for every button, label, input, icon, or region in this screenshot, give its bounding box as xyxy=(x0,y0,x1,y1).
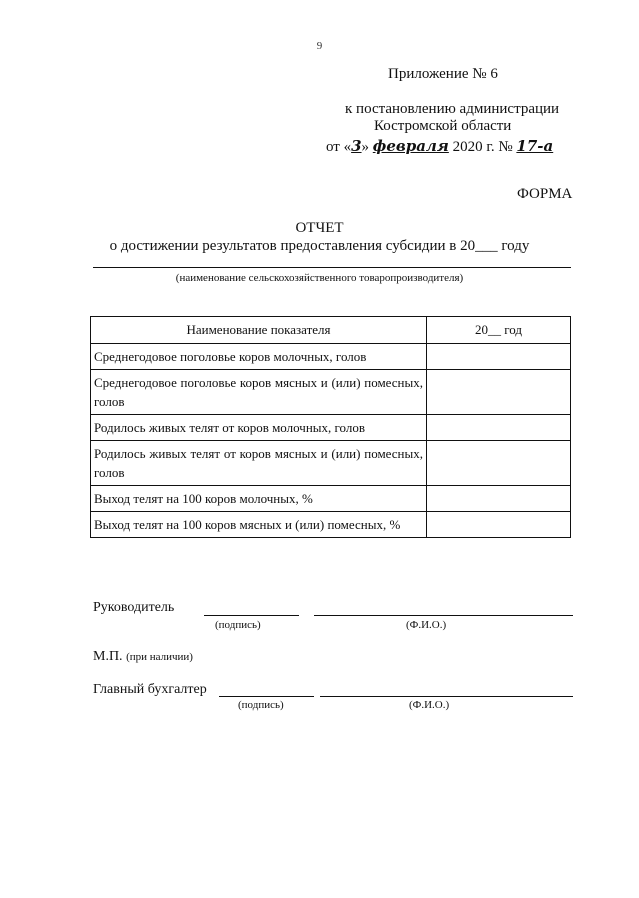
accountant-name-line xyxy=(320,696,573,697)
stamp-note: (при наличии) xyxy=(126,651,193,663)
header-indicator-name: Наименование показателя xyxy=(91,317,427,344)
resolution-line: к постановлению администрации xyxy=(345,101,560,117)
report-title: ОТЧЕТ xyxy=(295,220,344,236)
doc-number-handwritten: 17-а xyxy=(516,137,554,155)
row-value-cell xyxy=(427,344,571,370)
row-value-cell xyxy=(427,441,571,486)
table-row xyxy=(91,441,571,486)
header-year: 20__ год xyxy=(427,317,571,344)
date-mid-2: 2020 г. № xyxy=(452,139,513,155)
page-number: 9 xyxy=(316,40,323,52)
row-label: Родилось живых телят от коров мясных и (или) помесных, голов xyxy=(91,441,427,486)
producer-name-line xyxy=(93,267,571,268)
table-row xyxy=(91,415,571,441)
region-line: Костромской области xyxy=(374,118,512,134)
row-label: Выход телят на 100 коров молочных, % xyxy=(91,486,427,512)
head-name-caption: (Ф.И.О.) xyxy=(406,619,447,631)
stamp-line xyxy=(93,649,193,665)
appendix-label: Приложение № 6 xyxy=(388,66,498,82)
head-name-line xyxy=(314,615,573,616)
accountant-label: Главный бухгалтер xyxy=(93,682,207,697)
head-signature-line xyxy=(204,615,299,616)
report-subtitle: о достижении результатов предоставления субсидии в 20___ году xyxy=(109,238,530,254)
table-row xyxy=(91,512,571,538)
row-label: Выход телят на 100 коров мясных и (или) помесных, % xyxy=(91,512,427,538)
row-label: Родилось живых телят от коров молочных, голов xyxy=(91,415,427,441)
row-label: Среднегодовое поголовье коров молочных, голов xyxy=(91,344,427,370)
row-value-cell xyxy=(427,512,571,538)
row-value-cell xyxy=(427,486,571,512)
date-line xyxy=(326,137,553,156)
head-sign-caption: (подпись) xyxy=(215,619,261,631)
producer-caption: (наименование сельскохозяйственного товаропроизводителя) xyxy=(175,272,464,284)
row-value-cell xyxy=(427,415,571,441)
table-row xyxy=(91,344,571,370)
stamp-label: М.П. xyxy=(93,649,123,664)
accountant-name-caption: (Ф.И.О.) xyxy=(409,699,450,711)
form-label: ФОРМА xyxy=(517,186,573,202)
accountant-signature-line xyxy=(219,696,314,697)
accountant-sign-caption: (подпись) xyxy=(238,699,284,711)
date-day-handwritten: 3 xyxy=(351,137,362,155)
head-label: Руководитель xyxy=(93,600,175,615)
table-row xyxy=(91,486,571,512)
indicators-table xyxy=(90,316,571,538)
row-label: Среднегодовое поголовье коров мясных и (или) помесных, голов xyxy=(91,370,427,415)
table-row xyxy=(91,370,571,415)
date-mid-1: » xyxy=(361,139,370,155)
date-prefix: от « xyxy=(326,139,352,155)
table-header-row xyxy=(91,317,571,344)
row-value-cell xyxy=(427,370,571,415)
date-month-handwritten: февраля xyxy=(372,137,449,155)
